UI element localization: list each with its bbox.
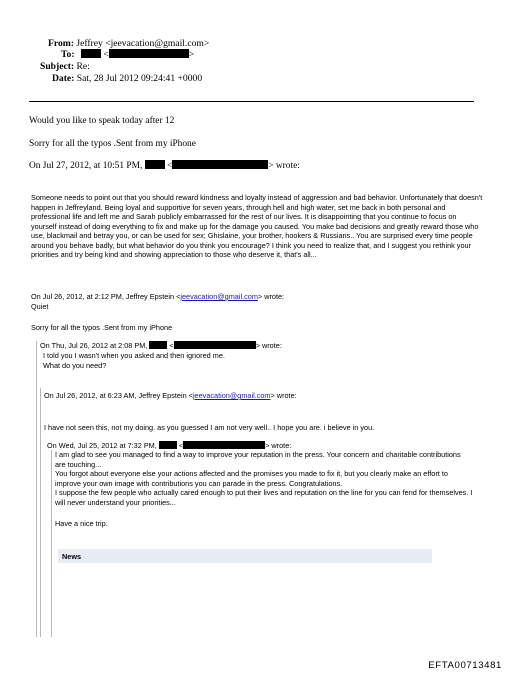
quote-2-header — [31, 292, 284, 302]
news-label[interactable]: News — [62, 552, 82, 561]
header-divider — [29, 101, 474, 102]
quote-level-1-bar — [36, 341, 37, 637]
quote-5-paragraph-2: You forgot about everyone else your actions affected and the promises you made to fix it, but you clearly make an effort to improve your own image with contributions you can parade in the press. Congratulations. — [55, 469, 448, 488]
from-label: From: — [48, 38, 74, 49]
from-value: Jeffrey <jeevacation@gmail.com> — [76, 38, 210, 49]
redaction-block — [159, 441, 177, 449]
email-link[interactable]: jeevacation@gmail.com — [180, 292, 258, 301]
redaction-block — [172, 160, 268, 169]
quote-3-suffix: > wrote: — [255, 341, 282, 350]
quote-3-line-1: I told you I wasn't when you asked and then ignored me. — [43, 351, 225, 360]
header-subject — [40, 61, 90, 73]
bates-number: EFTA00713481 — [428, 660, 502, 671]
redaction-block — [145, 160, 165, 169]
quote-3-lt: < — [169, 341, 174, 350]
quote-2-suffix: > wrote: — [257, 292, 285, 301]
quote-1-prefix: On Jul 27, 2012, at 10:51 PM, — [29, 161, 143, 171]
quote-5-paragraph-3: I suppose the few people who actually cared enough to put their lives and reputation on the line for you can fend for themselves. I will never understand your priorities... — [55, 488, 473, 507]
redaction-block — [81, 49, 101, 58]
to-lt: < — [103, 49, 109, 60]
quote-5-paragraph-1: I am glad to see you managed to find a way to improve your reputation in the press. Your concern and charitable contributions are touching... — [55, 450, 461, 469]
to-label: To: — [61, 49, 75, 60]
quote-1-lt: < — [166, 161, 173, 171]
date-value: Sat, 28 Jul 2012 09:24:41 +0000 — [76, 73, 203, 84]
quote-2-signature: Sorry for all the typos .Sent from my iPhone — [31, 323, 173, 332]
date-label: Date: — [52, 73, 75, 84]
subject-value: Re: — [76, 61, 90, 72]
quote-4-suffix: > wrote: — [270, 391, 297, 400]
quote-1-suffix: > wrote: — [268, 161, 300, 171]
redaction-block — [174, 341, 256, 349]
quote-5-suffix: > wrote: — [265, 441, 292, 450]
message-line-1: Would you like to speak today after 12 — [29, 116, 175, 126]
message-signature: Sorry for all the typos .Sent from my iPhone — [29, 139, 196, 149]
redaction-block — [149, 341, 167, 349]
subject-label: Subject: — [40, 61, 75, 72]
quote-5-prefix: On Wed, Jul 25, 2012 at 7:32 PM, — [47, 441, 157, 450]
quote-4-prefix: On Jul 26, 2012, at 6:23 AM, Jeffrey Epstein < — [44, 391, 193, 400]
redaction-block — [109, 49, 189, 58]
quote-3-header — [40, 341, 282, 351]
quote-4-header — [44, 391, 297, 401]
quote-2-prefix: On Jul 26, 2012, at 2:12 PM, Jeffrey Epstein < — [31, 292, 181, 301]
quote-3-line-2: What do you need? — [43, 361, 107, 370]
news-section-bar — [58, 549, 432, 563]
quote-level-3-bar — [51, 450, 52, 637]
quote-5-lt: < — [178, 441, 184, 450]
quote-5-closing: Have a nice trip. — [55, 519, 108, 528]
quote-4-text: I have not seen this, not my doing. as you guessed I am not very well.. I hope you are. i believe in you. — [44, 423, 375, 432]
quote-2-text: Quiet — [31, 302, 49, 311]
to-gt: > — [188, 49, 195, 60]
quote-1-header — [29, 160, 300, 172]
header-to — [61, 49, 194, 61]
header-date — [52, 73, 202, 85]
quote-level-2-bar — [40, 388, 41, 637]
email-link[interactable]: jeevacation@gmail.com — [192, 391, 271, 400]
quote-3-prefix: On Thu, Jul 26, 2012 at 2:08 PM, — [40, 341, 148, 350]
redaction-block — [183, 441, 265, 449]
quote-1-paragraph: Someone needs to point out that you should reward kindness and loyalty instead of aggression and bad behavior. Unfortunately that doesn't happen in Jeffreyland. Being loyal and supportive for seven years, through hell and high water, set me back in both personal and professional life and left me and Sarah publicly embarrassed for the rest of our lives. It is disappointing that you continue to focus on yourself instead of doing everything to fix and make up for the damage you caused. You make bad decisions and greatly reward those who use, blackmail and betray you, or can be used for sex; Ghislaine, your brother, hookers & Russians.. You are surprised every time people around you behave badly, but what behavior do you think you encourage? I think you need to realize that, and I suggest you rethink your priorities and try being kind and showing appreciation to those who deserve it, that's all... — [31, 193, 483, 259]
